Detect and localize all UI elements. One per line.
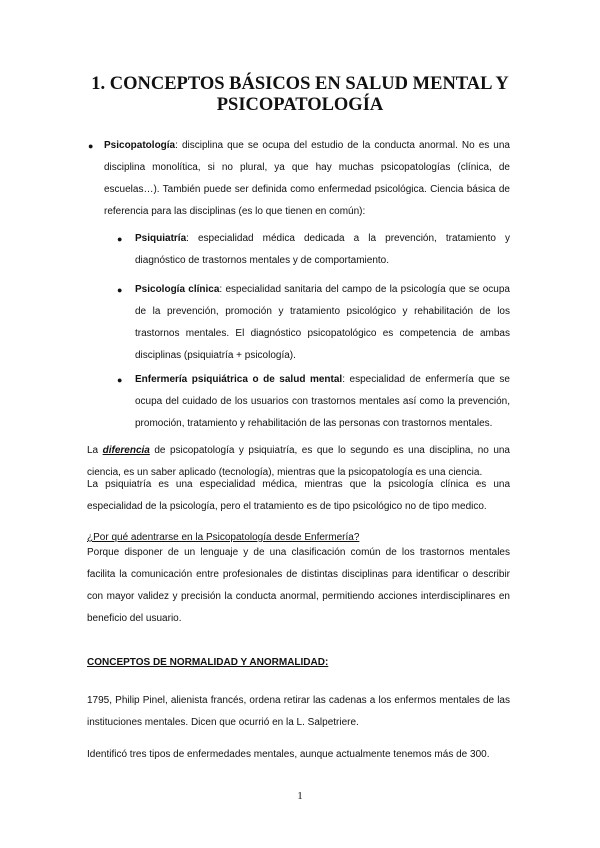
section-heading	[87, 652, 510, 674]
term-psiquiatria: Psiquiatría	[135, 233, 187, 244]
text-fragment: La psiquiatría es una especialidad médica, mientras que la psicología clínica es una especialidad de la psicología, pero el tratamiento es de tipo psicológico no de tipo medico.	[87, 479, 510, 512]
paragraph-tipos	[87, 744, 510, 766]
definition-text: : especialidad de enfermería que se ocupa del cuidado de los usuarios con trastornos mentales así como la prevención, promoción, tratamiento y rehabilitación de las personas con trastornos mentales.	[135, 374, 510, 429]
paragraph-pinel	[87, 690, 510, 734]
term-psicologia-clinica: Psicología clínica	[135, 284, 220, 295]
definition-psicologia-clinica	[135, 279, 510, 367]
bullet-icon: ●	[117, 234, 123, 244]
bullet-icon: ●	[117, 375, 123, 385]
definition-text: : especialidad médica dedicada a la prevención, tratamiento y diagnóstico de trastornos mentales y de comportamiento.	[135, 233, 510, 266]
definition-text: : especialidad sanitaria del campo de la psicología que se ocupa de la prevención, promoción y tratamiento psicológico y rehabilitación de los trastornos mentales. El diagnóstico psicopatológico es competencia de ambas disciplinas (psiquiatría + psicología).	[135, 284, 510, 361]
page-title: 1. CONCEPTOS BÁSICOS EN SALUD MENTAL Y PSICOPATOLOGÍA	[91, 74, 509, 115]
definition-psicopatologia	[104, 135, 510, 223]
text-fragment: La	[87, 445, 103, 456]
term-enfermeria-psiquiatrica: Enfermería psiquiátrica o de salud mental	[135, 374, 343, 385]
section-heading-text: CONCEPTOS DE NORMALIDAD Y ANORMALIDAD:	[87, 657, 329, 668]
text-fragment: 1795, Philip Pinel, alienista francés, ordena retirar las cadenas a los enfermos mentales de las instituciones mentales. Dicen que ocurrió en la L. Salpetriere.	[87, 695, 510, 728]
page-number: 1	[297, 790, 303, 802]
text-fragment: Identificó tres tipos de enfermedades mentales, aunque actualmente tenemos más de 300.	[87, 749, 490, 760]
definition-psiquiatria	[135, 228, 510, 272]
paragraph-especialidad	[87, 474, 510, 518]
answer-text: Porque disponer de un lenguaje y de una clasificación común de los trastornos mentales facilita la comunicación entre profesionales de distintas disciplinas para identificar o describir con mayor validez y precisión la conducta anormal, permitiendo acciones interdisciplinares en beneficio del usuario.	[87, 547, 510, 624]
answer-paragraph	[87, 542, 510, 630]
term-psicopatologia: Psicopatología	[104, 140, 176, 151]
bullet-icon: ●	[117, 285, 123, 295]
definition-enfermeria-psiquiatrica	[135, 369, 510, 435]
question-text: ¿Por qué adentrarse en la Psicopatología desde Enfermería?	[87, 532, 360, 543]
emphasis-diferencia: diferencia	[102, 445, 150, 456]
definition-text: : disciplina que se ocupa del estudio de la conducta anormal. No es una disciplina monolítica, si no plural, ya que hay muchas psicopatologías (clínica, de escuelas…). También puede ser definida como enfermedad psicológica. Ciencia básica de referencia para las disciplinas (es lo que tienen en común):	[104, 140, 510, 217]
text-fragment: de psicopatología y psiquiatría, es que lo segundo es una disciplina, no una ciencia, es un saber aplicado (tecnología), mientras que la psicopatología es una ciencia.	[87, 445, 510, 478]
bullet-icon: ●	[88, 141, 94, 151]
